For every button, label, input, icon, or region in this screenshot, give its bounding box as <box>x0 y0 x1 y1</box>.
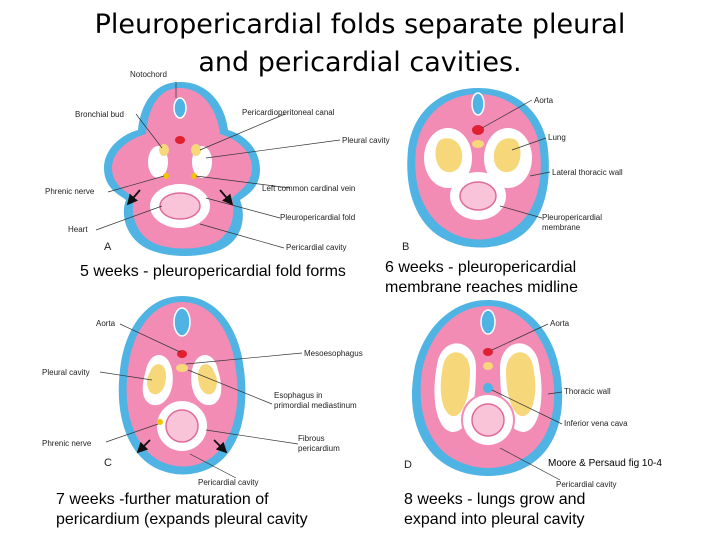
label-aorta-b: Aorta <box>534 96 554 105</box>
label-pericardial-cavity-c: Pericardial cavity <box>198 478 259 487</box>
caption-panel-c <box>56 490 376 530</box>
panel-b-letter: B <box>402 241 410 253</box>
label-pleural-cavity-c: Pleural cavity <box>42 368 90 377</box>
label-lung: Lung <box>548 133 566 142</box>
label-thoracic-wall: Thoracic wall <box>564 387 611 396</box>
panel-a-aorta <box>175 136 185 144</box>
panel-c-heart <box>166 410 198 442</box>
label-aorta-d: Aorta <box>550 319 570 328</box>
label-pleuropericardial-fold: Pleuropericardial fold <box>280 213 356 222</box>
caption-panel-d-line-2: expand into pleural cavity <box>404 511 585 528</box>
label-esophagus-1: Esophagus in <box>274 391 323 400</box>
panel-c-letter: C <box>104 457 112 469</box>
panel-b-diagram <box>402 88 623 253</box>
label-notochord: Notochord <box>130 70 167 79</box>
panel-d-inferior-vena-cava <box>483 383 493 393</box>
panel-d-esophagus <box>483 362 493 370</box>
label-fibrous-pericardium-1: Fibrous <box>298 434 325 443</box>
panel-a-heart <box>160 193 200 219</box>
panel-c-notochord <box>174 308 190 336</box>
panel-a-letter: A <box>104 241 112 253</box>
label-fibrous-pericardium-2: pericardium <box>298 444 340 453</box>
label-mesoesophagus: Mesoesophagus <box>304 349 363 358</box>
label-pleuropericardial-membrane-2: membrane <box>542 223 581 232</box>
panel-a-diagram <box>45 70 390 256</box>
label-pleural-cavity-a: Pleural cavity <box>342 136 390 145</box>
label-phrenic-nerve-a: Phrenic nerve <box>45 187 95 196</box>
caption-panel-b: 6 weeks - pleuropericardial membrane reaches midline <box>385 259 578 296</box>
caption-panel-d-line-1: 8 weeks - lungs grow and <box>404 491 586 508</box>
title-line-1: Pleuropericardial folds separate pleural <box>94 9 626 40</box>
label-pleuropericardial-membrane-1: Pleuropericardial <box>542 213 603 222</box>
label-inferior-vena-cava: Inferior vena cava <box>564 419 628 428</box>
title-line-2: and pericardial cavities. <box>198 47 522 78</box>
label-pericardial-cavity-a: Pericardial cavity <box>286 243 347 252</box>
panel-b-esophagus <box>472 140 484 148</box>
panel-d-aorta <box>483 348 493 356</box>
label-left-common-cardinal-vein: Left common cardinal vein <box>262 184 356 193</box>
caption-panel-a: 5 weeks - pleuropericardial fold forms <box>80 263 346 280</box>
panel-c-diagram <box>42 296 363 487</box>
caption-panel-c-line-2: pericardium (expands pleural cavity <box>56 511 308 528</box>
panel-b-aorta <box>472 125 484 135</box>
panel-b-notochord <box>472 93 484 115</box>
panel-c-esophagus <box>176 364 188 372</box>
label-bronchial-bud: Bronchial bud <box>75 110 124 119</box>
caption-panel-c-line-1: 7 weeks -further maturation of <box>56 491 269 508</box>
label-aorta-c: Aorta <box>96 319 116 328</box>
label-heart: Heart <box>68 225 88 234</box>
panel-a-bronchial-bud-right <box>191 144 201 156</box>
panel-d-heart <box>472 404 504 436</box>
panel-a-notochord <box>174 98 186 118</box>
label-lateral-thoracic-wall: Lateral thoracic wall <box>552 168 623 177</box>
caption-panel-d <box>404 490 644 530</box>
panel-b-heart <box>460 182 496 210</box>
panel-d-notochord <box>481 310 495 334</box>
label-pericardial-cavity-d: Pericardial cavity <box>556 480 617 489</box>
label-phrenic-nerve-c: Phrenic nerve <box>42 439 92 448</box>
label-esophagus-2: primordial mediastinum <box>274 401 357 410</box>
label-pericardioperitoneal-canal: Pericardioperitoneal canal <box>242 108 335 117</box>
citation: Moore & Persaud fig 10-4 <box>548 458 662 469</box>
panel-d-letter: D <box>404 459 412 471</box>
